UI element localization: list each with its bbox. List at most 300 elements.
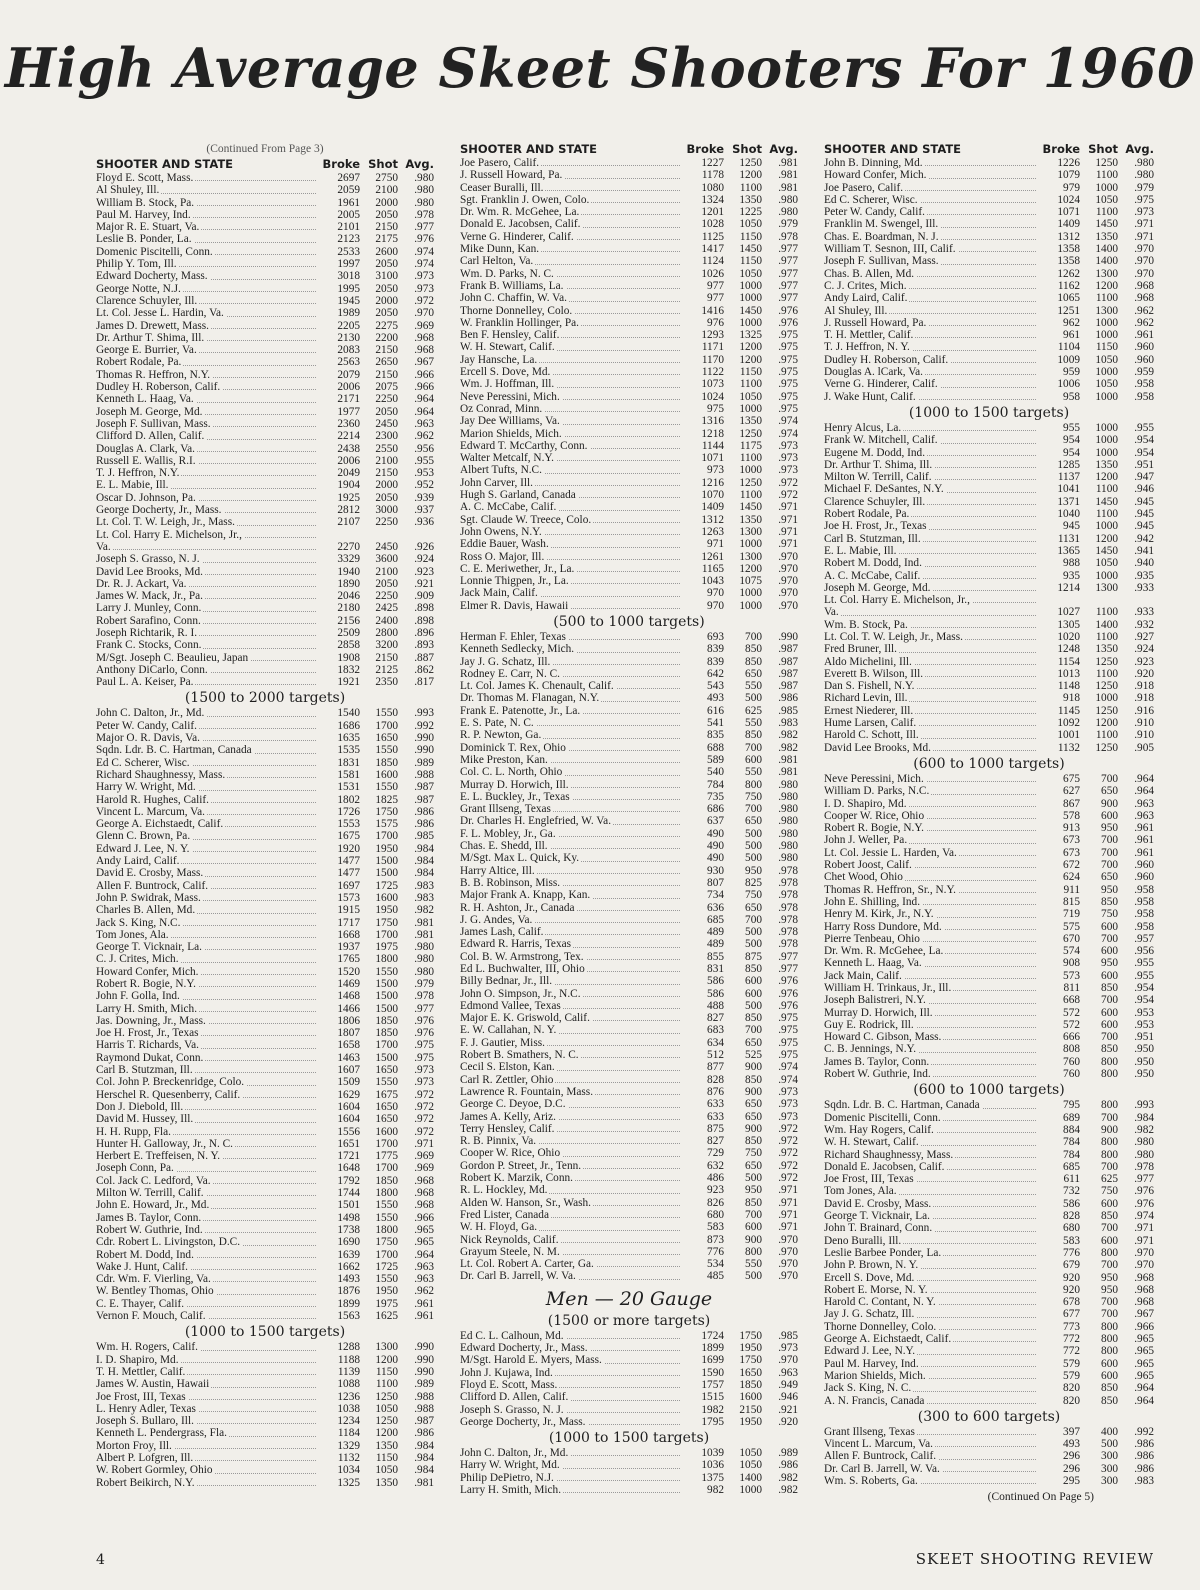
avg-value: .970 — [778, 587, 798, 600]
avg-value: .975 — [778, 1049, 798, 1062]
shot-value: 1200 — [1095, 532, 1118, 545]
broke-value: 1065 — [1057, 292, 1080, 305]
table-row — [96, 1199, 434, 1211]
broke-value: 485 — [707, 1270, 724, 1283]
avg-value: .905 — [1134, 741, 1154, 754]
shooter-name: Harold C. Schott, Ill. — [824, 729, 919, 742]
avg-value: .972 — [778, 1172, 798, 1185]
shot-value: 2150 — [375, 467, 398, 480]
shot-value: 500 — [745, 1270, 762, 1283]
shot-value: 1100 — [1095, 667, 1118, 680]
table-row — [824, 1284, 1154, 1296]
avg-value: .977 — [778, 950, 798, 963]
avg-value: .962 — [1134, 316, 1154, 329]
avg-value: .921 — [414, 577, 434, 590]
table-row — [460, 1447, 798, 1459]
shooter-name: John B. Dinning, Md. — [824, 157, 923, 169]
shooter-cell — [96, 1452, 318, 1464]
avg-value: .961 — [414, 1310, 434, 1323]
shooter-cell — [460, 668, 682, 680]
broke-value: 1070 — [701, 489, 724, 502]
column-1 — [96, 142, 434, 1489]
shooter-name: Herman F. Ehler, Texas — [460, 630, 566, 643]
broke-value: 1137 — [1057, 471, 1080, 484]
shooter-cell — [824, 194, 1038, 206]
broke-value: 977 — [707, 279, 724, 292]
shooter-name: Robert M. Dodd, Ind. — [824, 557, 922, 570]
shooter-name: Joseph M. George, Md. — [824, 581, 931, 594]
shooter-name: Larry H. Smith, Mich. — [96, 1002, 198, 1015]
table-row — [460, 415, 798, 427]
broke-value: 1009 — [1057, 353, 1080, 366]
shot-value: 2150 — [739, 1403, 762, 1416]
broke-value: 541 — [707, 717, 724, 730]
table-row — [96, 639, 434, 651]
avg-value: .978 — [778, 938, 798, 951]
shooter-cell — [96, 1175, 318, 1187]
table-row — [460, 1160, 798, 1172]
avg-value: .983 — [1134, 1474, 1154, 1487]
avg-value: .977 — [778, 267, 798, 280]
shooter-name: Clarence Schuyler, Ill. — [824, 495, 926, 508]
shooter-name: Harry W. Wright, Md. — [460, 1459, 560, 1472]
shot-value: 1100 — [1095, 508, 1118, 521]
table-row — [824, 1185, 1154, 1197]
shooter-name: Dr. R. J. Ackart, Va. — [96, 577, 187, 590]
shot-value: 1500 — [375, 855, 398, 868]
table-row — [824, 1259, 1154, 1271]
shot-value: 2150 — [375, 344, 398, 357]
shot-value: 700 — [1101, 1031, 1118, 1044]
shooter-cell — [460, 489, 682, 501]
broke-value: 975 — [707, 402, 724, 415]
shooter-name: Floyd E. Scott, Mass. — [460, 1378, 558, 1391]
table-row — [96, 966, 434, 978]
shooter-cell — [96, 781, 318, 793]
shooter-name: Major E. K. Griswold, Calif. — [460, 1012, 590, 1025]
avg-value: .970 — [414, 307, 434, 320]
shot-value: 700 — [745, 913, 762, 926]
broke-value: 2812 — [337, 504, 360, 517]
shot-value: 600 — [1101, 1369, 1118, 1382]
shot-value: 600 — [745, 975, 762, 988]
broke-value: 1989 — [337, 307, 360, 320]
shooter-cell — [460, 354, 682, 366]
shooter-cell — [460, 840, 682, 852]
avg-value: .898 — [414, 614, 434, 627]
broke-value: 1463 — [337, 1051, 360, 1064]
shooter-name: Joe H. Frost, Jr., Texas — [96, 1027, 199, 1040]
shooter-cell — [824, 1333, 1038, 1345]
avg-value: .975 — [778, 1012, 798, 1025]
broke-value: 979 — [1063, 181, 1080, 194]
shot-value: 1950 — [739, 1415, 762, 1428]
broke-value: 586 — [707, 975, 724, 988]
shot-value: 2050 — [375, 208, 398, 221]
shot-value: 950 — [1101, 1271, 1118, 1284]
shooter-cell — [96, 1427, 318, 1439]
shooter-name: Lawrence R. Fountain, Mass. — [460, 1085, 594, 1098]
broke-value: 493 — [1063, 1438, 1080, 1451]
shot-value: 1975 — [375, 941, 398, 954]
table-row — [460, 988, 798, 1000]
broke-value: 1227 — [701, 157, 724, 169]
table-row — [824, 692, 1154, 704]
shooter-cell — [824, 619, 1038, 631]
shooter-name: Chet Wood, Ohio — [824, 871, 903, 884]
broke-value: 2156 — [337, 614, 360, 627]
broke-value: 1581 — [337, 768, 360, 781]
shooter-cell — [460, 464, 682, 476]
avg-value: .972 — [414, 1100, 434, 1113]
shooter-cell — [824, 594, 1038, 606]
table-row — [460, 341, 798, 353]
table-row — [460, 354, 798, 366]
shooter-cell — [96, 566, 318, 578]
shooter-name: Robert Rodale, Pa. — [96, 356, 182, 369]
continued-note: (Continued From Page 3) — [206, 143, 324, 155]
broke-value: 784 — [1063, 1148, 1080, 1161]
shot-value: 1100 — [1095, 483, 1118, 496]
table-row — [824, 822, 1154, 834]
table-row — [460, 1184, 798, 1196]
broke-value: 1226 — [1057, 157, 1080, 169]
broke-value: 675 — [1063, 772, 1080, 785]
broke-value: 583 — [1063, 1234, 1080, 1247]
broke-value: 1312 — [1057, 230, 1080, 243]
shot-value: 1625 — [375, 1310, 398, 1323]
broke-value: 543 — [707, 680, 724, 693]
table-row — [824, 1149, 1154, 1161]
table-row — [460, 975, 798, 987]
avg-value: .982 — [778, 741, 798, 754]
shooter-name: E. S. Pate, N. C. — [460, 717, 534, 730]
shot-value: 2150 — [375, 651, 398, 664]
shot-value: 1400 — [1095, 255, 1118, 268]
shot-value: 850 — [745, 643, 762, 656]
shooter-cell — [460, 656, 682, 668]
shot-value: 1800 — [375, 953, 398, 966]
shot-value: 1700 — [375, 1039, 398, 1052]
table-row — [460, 754, 798, 766]
avg-value: .968 — [1134, 1271, 1154, 1284]
shot-value: 1500 — [375, 1051, 398, 1064]
table-row — [96, 1464, 434, 1476]
shooter-name: Edward J. Lee, N.Y. — [824, 1345, 916, 1358]
shot-value: 1000 — [739, 402, 762, 415]
broke-value: 982 — [707, 1483, 724, 1496]
table-row — [96, 393, 434, 405]
table-row — [96, 578, 434, 590]
broke-value: 633 — [707, 1098, 724, 1111]
table-row — [96, 406, 434, 418]
shot-value: 1000 — [1095, 390, 1118, 403]
shooter-cell — [460, 631, 682, 643]
avg-value: .980 — [778, 193, 798, 206]
shooter-cell — [824, 717, 1038, 729]
shooter-name: W. Robert Gormley, Ohio — [96, 1464, 213, 1477]
broke-value: 839 — [707, 643, 724, 656]
shot-value: 600 — [1101, 1197, 1118, 1210]
shot-value: 1350 — [375, 1476, 398, 1489]
avg-value: .978 — [1134, 1160, 1154, 1173]
shooter-name: Wm. H. Rogers, Calif. — [96, 1341, 198, 1354]
shooter-cell — [96, 806, 318, 818]
avg-value: .955 — [1134, 421, 1154, 434]
shooter-cell — [824, 1136, 1038, 1148]
shot-value: 1650 — [375, 1113, 398, 1126]
broke-value: 973 — [707, 464, 724, 477]
shooter-cell — [460, 378, 682, 390]
avg-value: .974 — [1134, 1210, 1154, 1223]
avg-value: .971 — [778, 1208, 798, 1221]
shooter-cell — [824, 631, 1038, 643]
table-row — [96, 295, 434, 307]
shot-value: 300 — [1101, 1474, 1118, 1487]
broke-value: 839 — [707, 655, 724, 668]
avg-value: .971 — [1134, 230, 1154, 243]
table-row — [824, 1438, 1154, 1450]
shot-value: 1825 — [375, 793, 398, 806]
table-row — [824, 717, 1154, 729]
table-row — [96, 443, 434, 455]
table-row — [824, 545, 1154, 557]
shooter-name: Wm. Hay Rogers, Calif. — [824, 1123, 934, 1136]
avg-value: .963 — [1134, 797, 1154, 810]
avg-value: .972 — [778, 1159, 798, 1172]
shot-value: 1000 — [739, 279, 762, 292]
table-row — [460, 631, 798, 643]
table-row — [460, 1367, 798, 1379]
avg-value: .986 — [414, 805, 434, 818]
broke-value: 1724 — [701, 1329, 724, 1342]
shooter-name: Philip DePietro, N.J. — [460, 1471, 554, 1484]
table-row — [460, 926, 798, 938]
shooter-name: Cooper W. Rice, Ohio — [824, 809, 925, 822]
shot-value: 1050 — [1095, 353, 1118, 366]
shooter-cell — [460, 1209, 682, 1221]
avg-value: .973 — [778, 464, 798, 477]
broke-value: 672 — [1063, 859, 1080, 872]
avg-value: .920 — [1134, 667, 1154, 680]
broke-value: 1088 — [337, 1378, 360, 1391]
broke-value: 1409 — [701, 501, 724, 514]
shooter-cell — [460, 329, 682, 341]
broke-value: 1041 — [1057, 483, 1080, 496]
avg-value: .975 — [778, 366, 798, 379]
table-row — [96, 283, 434, 295]
table-row — [96, 1212, 434, 1224]
shot-value: 1450 — [739, 501, 762, 514]
table-row — [96, 197, 434, 209]
table-row — [460, 440, 798, 452]
shot-value: 1350 — [739, 193, 762, 206]
shooter-name: Henry Alcus, La. — [824, 421, 902, 434]
table-row — [460, 477, 798, 489]
avg-value: .961 — [1134, 846, 1154, 859]
shooter-cell — [96, 246, 318, 258]
shooter-cell — [96, 1113, 318, 1125]
avg-value: .972 — [414, 1113, 434, 1126]
broke-value: 1515 — [701, 1391, 724, 1404]
shooter-name: Oscar D. Johnson, Pa. — [96, 491, 196, 504]
shooter-name: Chas. B. Allen, Md. — [824, 267, 915, 280]
avg-value: .942 — [1134, 532, 1154, 545]
avg-value: .992 — [1134, 1425, 1154, 1438]
shooter-name: Sqdn. Ldr. B. C. Hartman, Canada — [824, 1099, 980, 1112]
shot-value: 3000 — [375, 504, 398, 517]
shooter-cell — [96, 1354, 318, 1366]
shooter-name: Gordon P. Street, Jr., Tenn. — [460, 1159, 582, 1172]
shot-value: 2275 — [375, 319, 398, 332]
shooter-name: Charles B. Allen, Md. — [96, 904, 196, 917]
table-row — [96, 1236, 434, 1248]
broke-value: 1699 — [701, 1354, 724, 1367]
shot-value: 1000 — [1095, 316, 1118, 329]
broke-value: 1131 — [1057, 532, 1080, 545]
avg-value: .986 — [778, 1459, 798, 1472]
avg-value: .973 — [778, 1110, 798, 1123]
shot-value: 600 — [1101, 1234, 1118, 1247]
shooter-cell — [96, 1366, 318, 1378]
avg-value: .987 — [778, 680, 798, 693]
broke-value: 636 — [707, 901, 724, 914]
shot-value: 550 — [745, 766, 762, 779]
avg-value: .862 — [414, 663, 434, 676]
shot-value: 950 — [1101, 1283, 1118, 1296]
broke-value: 1122 — [701, 366, 724, 379]
shooter-cell — [460, 1024, 682, 1036]
table-row — [460, 182, 798, 194]
table-row — [824, 1112, 1154, 1124]
avg-value: .968 — [414, 1199, 434, 1212]
table-row — [460, 403, 798, 415]
avg-value: .950 — [1134, 1055, 1154, 1068]
shot-value: 800 — [1101, 1068, 1118, 1081]
table-row — [96, 602, 434, 614]
broke-value: 572 — [1063, 1006, 1080, 1019]
shooter-name: R. B. Pinnix, Va. — [460, 1135, 537, 1148]
shooter-name: Everett B. Wilson, Ill. — [824, 667, 924, 680]
table-row — [824, 1173, 1154, 1185]
table-row — [96, 720, 434, 732]
avg-value: .963 — [414, 417, 434, 430]
shooter-name: David Lee Brooks, Md. — [824, 741, 931, 754]
shot-value: 1000 — [739, 587, 762, 600]
shot-value: 1050 — [739, 267, 762, 280]
shooter-cell — [96, 590, 318, 602]
table-row — [824, 643, 1154, 655]
shooter-name: J. Russell Howard, Pa. — [460, 169, 563, 182]
broke-value: 1509 — [337, 1076, 360, 1089]
shooter-name: Ed C. L. Calhoun, Md. — [460, 1329, 564, 1342]
shooter-cell — [824, 994, 1038, 1006]
avg-value: .976 — [778, 316, 798, 329]
broke-value: 534 — [707, 1258, 724, 1271]
shooter-cell — [460, 366, 682, 378]
shot-value: 700 — [1101, 1296, 1118, 1309]
avg-value: .990 — [778, 630, 798, 643]
shot-value: 1000 — [739, 316, 762, 329]
section-heading: (1000 to 1500 targets) — [548, 1430, 710, 1447]
shot-value: 1750 — [739, 1329, 762, 1342]
shooter-cell — [460, 1049, 682, 1061]
shooter-name: John C. Chaffin, W. Va. — [460, 292, 567, 305]
shooter-name: Joseph M. George, Md. — [96, 405, 203, 418]
table-row — [824, 908, 1154, 920]
broke-value: 1165 — [701, 562, 724, 575]
shot-value: 1000 — [1095, 692, 1118, 705]
shot-value: 1325 — [739, 329, 762, 342]
shooter-cell — [96, 393, 318, 405]
table-row — [824, 1235, 1154, 1247]
broke-value: 1305 — [1057, 618, 1080, 631]
shot-value: 1300 — [1095, 267, 1118, 280]
avg-value: .986 — [1134, 1438, 1154, 1451]
shot-value: 800 — [1101, 1320, 1118, 1333]
shot-value: 850 — [745, 1196, 762, 1209]
shot-value: 2050 — [375, 282, 398, 295]
avg-value: .958 — [1134, 883, 1154, 896]
broke-value: 627 — [1063, 785, 1080, 798]
shot-value: 3600 — [375, 553, 398, 566]
shooter-name: Deno Buralli, Ill. — [824, 1234, 902, 1247]
avg-value: .964 — [1134, 1394, 1154, 1407]
table-row — [96, 1076, 434, 1088]
table-row — [96, 381, 434, 393]
shooter-cell — [460, 218, 682, 230]
shot-value: 1150 — [739, 230, 762, 243]
header-broke: Broke — [686, 142, 724, 156]
shooter-name: Jack Main, Calif. — [460, 587, 538, 600]
avg-value: .975 — [778, 1024, 798, 1037]
shot-value: 1950 — [375, 842, 398, 855]
shooter-name: George Docherty, Jr., Mass. — [96, 504, 222, 517]
avg-value: .970 — [1134, 267, 1154, 280]
table-row — [460, 791, 798, 803]
shooter-name: Herbert E. Treffeisen, N. Y. — [96, 1150, 221, 1163]
broke-value: 579 — [1063, 1369, 1080, 1382]
shot-value: 850 — [1101, 982, 1118, 994]
avg-value: .980 — [414, 172, 434, 184]
avg-value: .896 — [414, 626, 434, 639]
avg-value: .981 — [778, 169, 798, 182]
broke-value: 729 — [707, 1147, 724, 1160]
shooter-name: C. J. Crites, Mich. — [824, 279, 907, 292]
shooter-cell — [824, 447, 1038, 459]
broke-value: 923 — [707, 1184, 724, 1197]
shooter-cell — [460, 680, 682, 692]
avg-value: .951 — [1134, 1031, 1154, 1044]
avg-value: .971 — [1134, 218, 1154, 231]
avg-value: .965 — [1134, 1333, 1154, 1346]
shooter-cell — [824, 1450, 1038, 1462]
header-avg: Avg. — [1125, 142, 1154, 156]
shooter-cell — [460, 988, 682, 1000]
broke-value: 1997 — [337, 258, 360, 271]
shooter-name: T. J. Heffron, N.Y. — [96, 467, 180, 480]
broke-value: 1982 — [701, 1403, 724, 1416]
table-row — [824, 378, 1154, 390]
table-row — [96, 1039, 434, 1051]
shot-value: 700 — [1101, 994, 1118, 1007]
table-row — [460, 1135, 798, 1147]
shooter-name: John P. Brown, N. Y. — [824, 1259, 919, 1272]
broke-value: 1154 — [1057, 655, 1080, 668]
avg-value: .980 — [778, 815, 798, 828]
shooter-cell — [460, 563, 682, 575]
broke-value: 488 — [707, 999, 724, 1012]
